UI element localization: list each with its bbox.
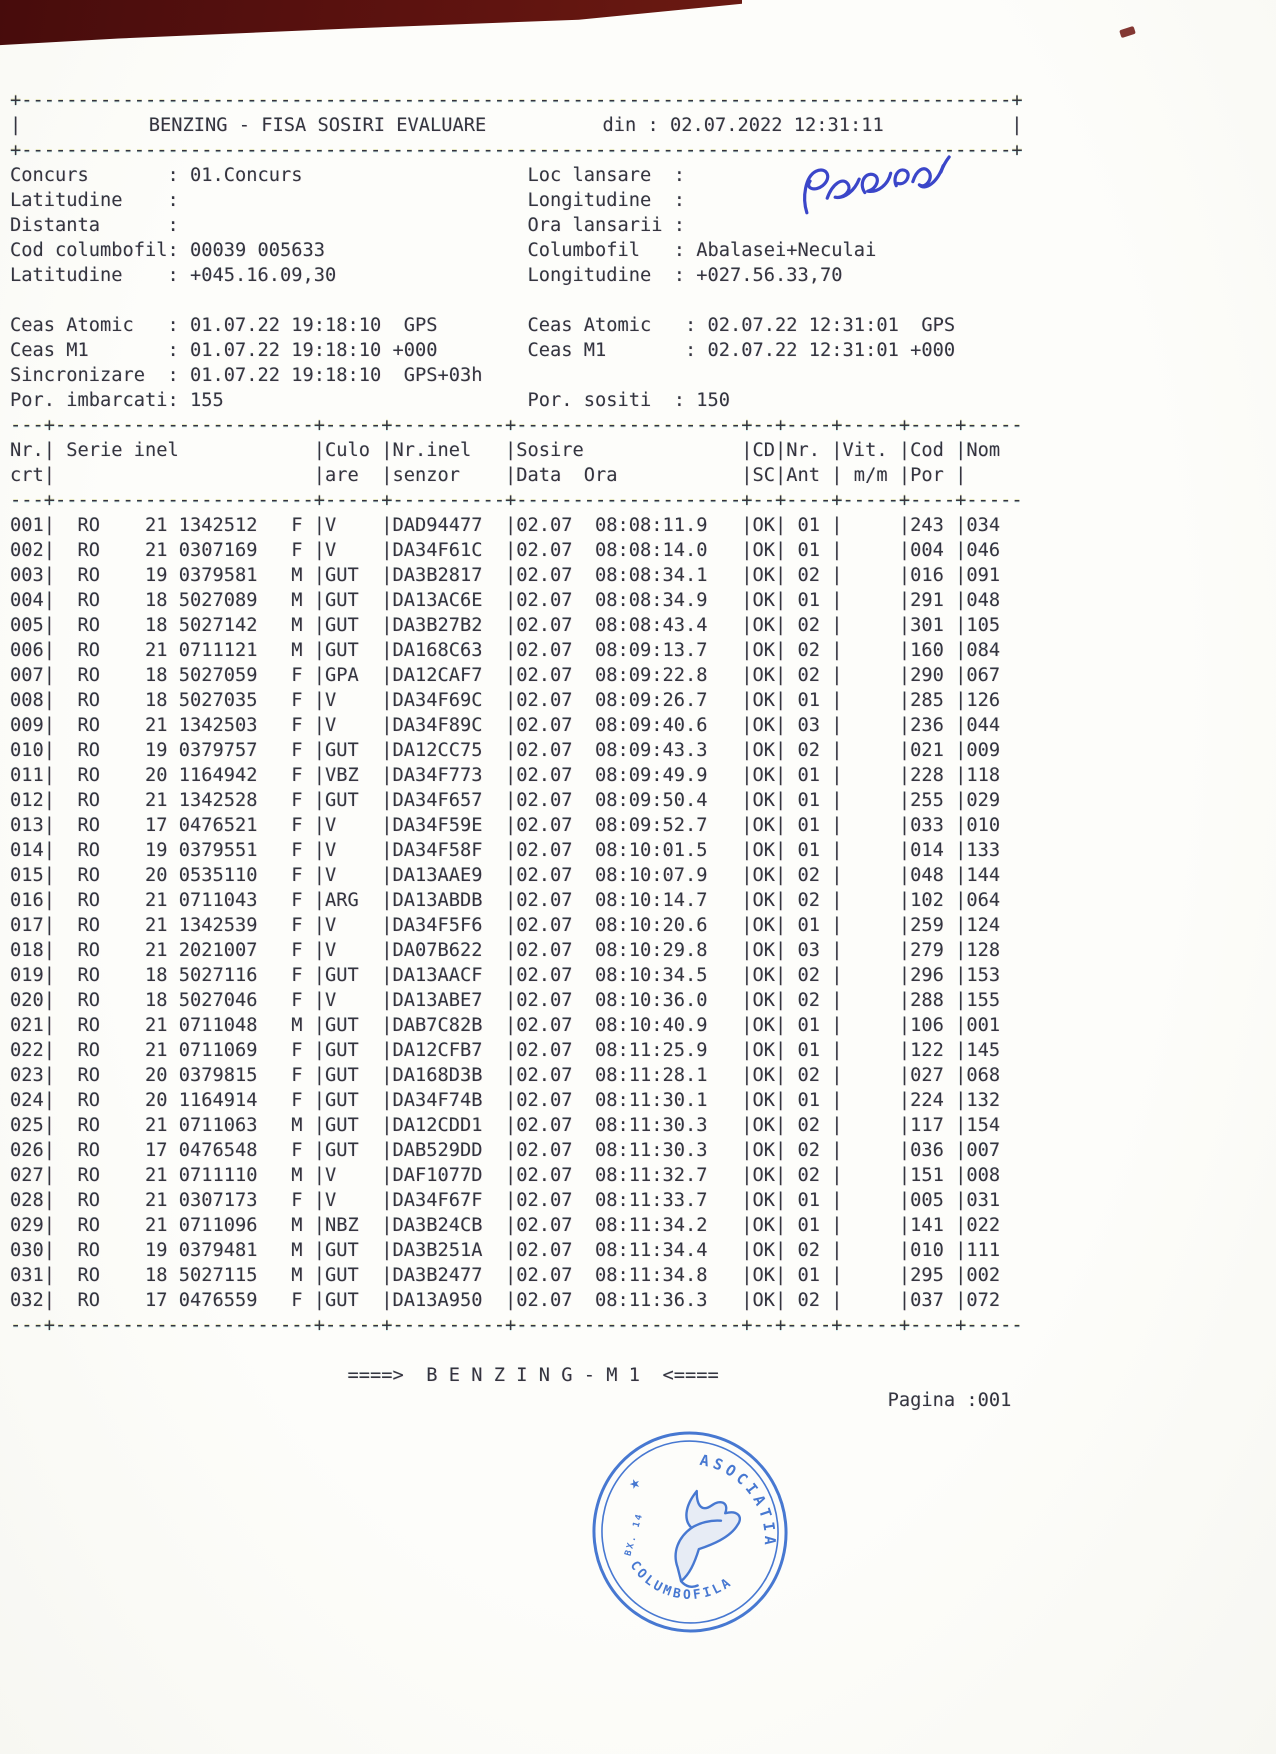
- table-row: 031| RO 18 5027115 M |GUT |DA3B2477 |02.07 08:11:34.8 |OK| 01 | |295 |002: [10, 1265, 1023, 1286]
- blank-line: [10, 288, 1066, 313]
- table-header-row: Nr.| Serie inel |Culo |Nr.inel |Sosire |CD|Nr. |Vit. |Cod |Nom: [10, 440, 1023, 461]
- table-row: 017| RO 21 1342539 F |V |DA34F5F6 |02.07 08:10:20.6 |OK| 01 | |259 |124: [10, 915, 1023, 936]
- header-box-border-top: +----------------------------------------------------------------------------------------+: [10, 90, 1023, 111]
- pigeon-icon: [669, 1487, 747, 1588]
- pigeon-count-line: Por. imbarcati: 155 Por. sositi : 150: [10, 390, 731, 411]
- table-row: 006| RO 21 0711121 M |GUT |DA168C63 |02.07 08:09:13.7 |OK| 02 | |160 |084: [10, 640, 1023, 661]
- table-row: 007| RO 18 5027059 F |GPA |DA12CAF7 |02.07 08:09:22.8 |OK| 02 | |290 |067: [10, 665, 1023, 686]
- table-row: 030| RO 19 0379481 M |GUT |DA3B251A |02.07 08:11:34.4 |OK| 02 | |010 |111: [10, 1240, 1023, 1261]
- table-row: 019| RO 18 5027116 F |GUT |DA13AACF |02.07 08:10:34.5 |OK| 02 | |296 |153: [10, 965, 1023, 986]
- table-row: 001| RO 21 1342512 F |V |DAD94477 |02.07 08:08:11.9 |OK| 01 | |243 |034: [10, 515, 1023, 536]
- table-row: 026| RO 17 0476548 F |GUT |DAB529DD |02.07 08:11:30.3 |OK| 02 | |036 |007: [10, 1140, 1023, 1161]
- table-divider: ---+-----------------------+-----+----------+--------------------+--+----+-----+----+-----: [10, 1315, 1023, 1336]
- table-row: 016| RO 21 0711043 F |ARG |DA13ABDB |02.07 08:10:14.7 |OK| 02 | |102 |064: [10, 890, 1023, 911]
- table-row: 020| RO 18 5027046 F |V |DA13ABE7 |02.07 08:10:36.0 |OK| 02 | |288 |155: [10, 990, 1023, 1011]
- print-date: din : 02.07.2022 12:31:11: [602, 115, 884, 136]
- info-line: Latitudine : +045.16.09,30 Longitudine : +027.56.33,70: [10, 265, 843, 286]
- footer-row: [10, 1338, 1023, 1411]
- table-row: 002| RO 21 0307169 F |V |DA34F61C |02.07 08:08:14.0 |OK| 01 | |004 |046: [10, 540, 1023, 561]
- table-row: 004| RO 18 5027089 M |GUT |DA13AC6E |02.07 08:08:34.9 |OK| 01 | |291 |048: [10, 590, 1023, 611]
- sync-line: Sincronizare : 01.07.22 19:18:10 GPS+03h: [10, 365, 483, 386]
- clock-line: Ceas Atomic : 01.07.22 19:18:10 GPS Ceas Atomic : 02.07.22 12:31:01 GPS: [10, 315, 956, 336]
- table-row: 023| RO 20 0379815 F |GUT |DA168D3B |02.07 08:11:28.1 |OK| 02 | |027 |068: [10, 1065, 1023, 1086]
- table-row: 022| RO 21 0711069 F |GUT |DA12CFB7 |02.07 08:11:25.9 |OK| 01 | |122 |145: [10, 1040, 1023, 1061]
- table-row: 024| RO 20 1164914 F |GUT |DA34F74B |02.07 08:11:30.1 |OK| 01 | |224 |132: [10, 1090, 1023, 1111]
- table-row: 010| RO 19 0379757 F |GUT |DA12CC75 |02.07 08:09:43.3 |OK| 02 | |021 |009: [10, 740, 1023, 761]
- table-row: 014| RO 19 0379551 F |V |DA34F58F |02.07 08:10:01.5 |OK| 01 | |014 |133: [10, 840, 1023, 861]
- printed-document: [10, 88, 1066, 1411]
- table-row: 027| RO 21 0711110 M |V |DAF1077D |02.07 08:11:32.7 |OK| 02 | |151 |008: [10, 1165, 1023, 1186]
- arrivals-table: [10, 413, 1066, 1338]
- table-row: 015| RO 20 0535110 F |V |DA13AAE9 |02.07 08:10:07.9 |OK| 02 | |048 |144: [10, 865, 1023, 886]
- stamp-star-icon: ★: [625, 1471, 644, 1495]
- info-line: Distanta : Ora lansarii :: [10, 215, 697, 236]
- association-stamp: [588, 1428, 792, 1636]
- info-line: Concurs : 01.Concurs Loc lansare :: [10, 165, 697, 186]
- stamp-arc-bottom-text: COLUMBOFILA: [626, 1558, 736, 1604]
- stamp-arc-top-text: ASOCIATIA: [698, 1450, 780, 1550]
- table-row: 012| RO 21 1342528 F |GUT |DA34F657 |02.07 08:09:50.4 |OK| 01 | |255 |029: [10, 790, 1023, 811]
- header-box-border-bottom: +----------------------------------------------------------------------------------------+: [10, 140, 1023, 161]
- scan-speck: [1119, 26, 1136, 38]
- table-row: 028| RO 21 0307173 F |V |DA34F67F |02.07 08:11:33.7 |OK| 01 | |005 |031: [10, 1190, 1023, 1211]
- stamp-inner-left-text: BX. 14: [623, 1511, 646, 1558]
- table-row: 032| RO 17 0476559 F |GUT |DA13A950 |02.07 08:11:36.3 |OK| 02 | |037 |072: [10, 1290, 1023, 1311]
- table-row: 018| RO 21 2021007 F |V |DA07B622 |02.07 08:10:29.8 |OK| 03 | |279 |128: [10, 940, 1023, 961]
- machine-banner: ====> B E N Z I N G - M 1 <====: [347, 1365, 719, 1386]
- clock-sync-block: [10, 313, 1066, 413]
- header-row: [10, 113, 1023, 138]
- table-row: 013| RO 17 0476521 F |V |DA34F59E |02.07 08:09:52.7 |OK| 01 | |033 |010: [10, 815, 1023, 836]
- table-row: 008| RO 18 5027035 F |V |DA34F69C |02.07 08:09:26.7 |OK| 01 | |285 |126: [10, 690, 1023, 711]
- table-row: 025| RO 21 0711063 M |GUT |DA12CDD1 |02.07 08:11:30.3 |OK| 02 | |117 |154: [10, 1115, 1023, 1136]
- info-line: Cod columbofil: 00039 005633 Columbofil : Abalasei+Neculai: [10, 240, 877, 261]
- table-row: 011| RO 20 1164942 F |VBZ |DA34F773 |02.07 08:09:49.9 |OK| 01 | |228 |118: [10, 765, 1023, 786]
- page-number: Pagina :001: [887, 1390, 1012, 1411]
- table-header-row: crt| |are |senzor |Data Ora |SC|Ant | m/m |Por |: [10, 465, 1023, 486]
- table-row: 005| RO 18 5027142 M |GUT |DA3B27B2 |02.07 08:08:43.4 |OK| 02 | |301 |105: [10, 615, 1023, 636]
- scan-edge-artifact: [0, 0, 742, 47]
- doc-title: | BENZING - FISA SOSIRI EVALUARE: [148, 115, 487, 136]
- info-line: Latitudine : Longitudine :: [10, 190, 697, 211]
- table-row: 009| RO 21 1342503 F |V |DA34F89C |02.07 08:09:40.6 |OK| 03 | |236 |044: [10, 715, 1023, 736]
- table-divider: ---+-----------------------+-----+----------+--------------------+--+----+-----+----+-----: [10, 415, 1023, 436]
- table-row: 029| RO 21 0711096 M |NBZ |DA3B24CB |02.07 08:11:34.2 |OK| 01 | |141 |022: [10, 1215, 1023, 1236]
- table-divider: ---+-----------------------+-----+----------+--------------------+--+----+-----+----+-----: [10, 490, 1023, 511]
- table-row: 003| RO 19 0379581 M |GUT |DA3B2817 |02.07 08:08:34.1 |OK| 02 | |016 |091: [10, 565, 1023, 586]
- table-row: 021| RO 21 0711048 M |GUT |DAB7C82B |02.07 08:10:40.9 |OK| 01 | |106 |001: [10, 1015, 1023, 1036]
- clock-line: Ceas M1 : 01.07.22 19:18:10 +000 Ceas M1 : 02.07.22 12:31:01 +000: [10, 340, 956, 361]
